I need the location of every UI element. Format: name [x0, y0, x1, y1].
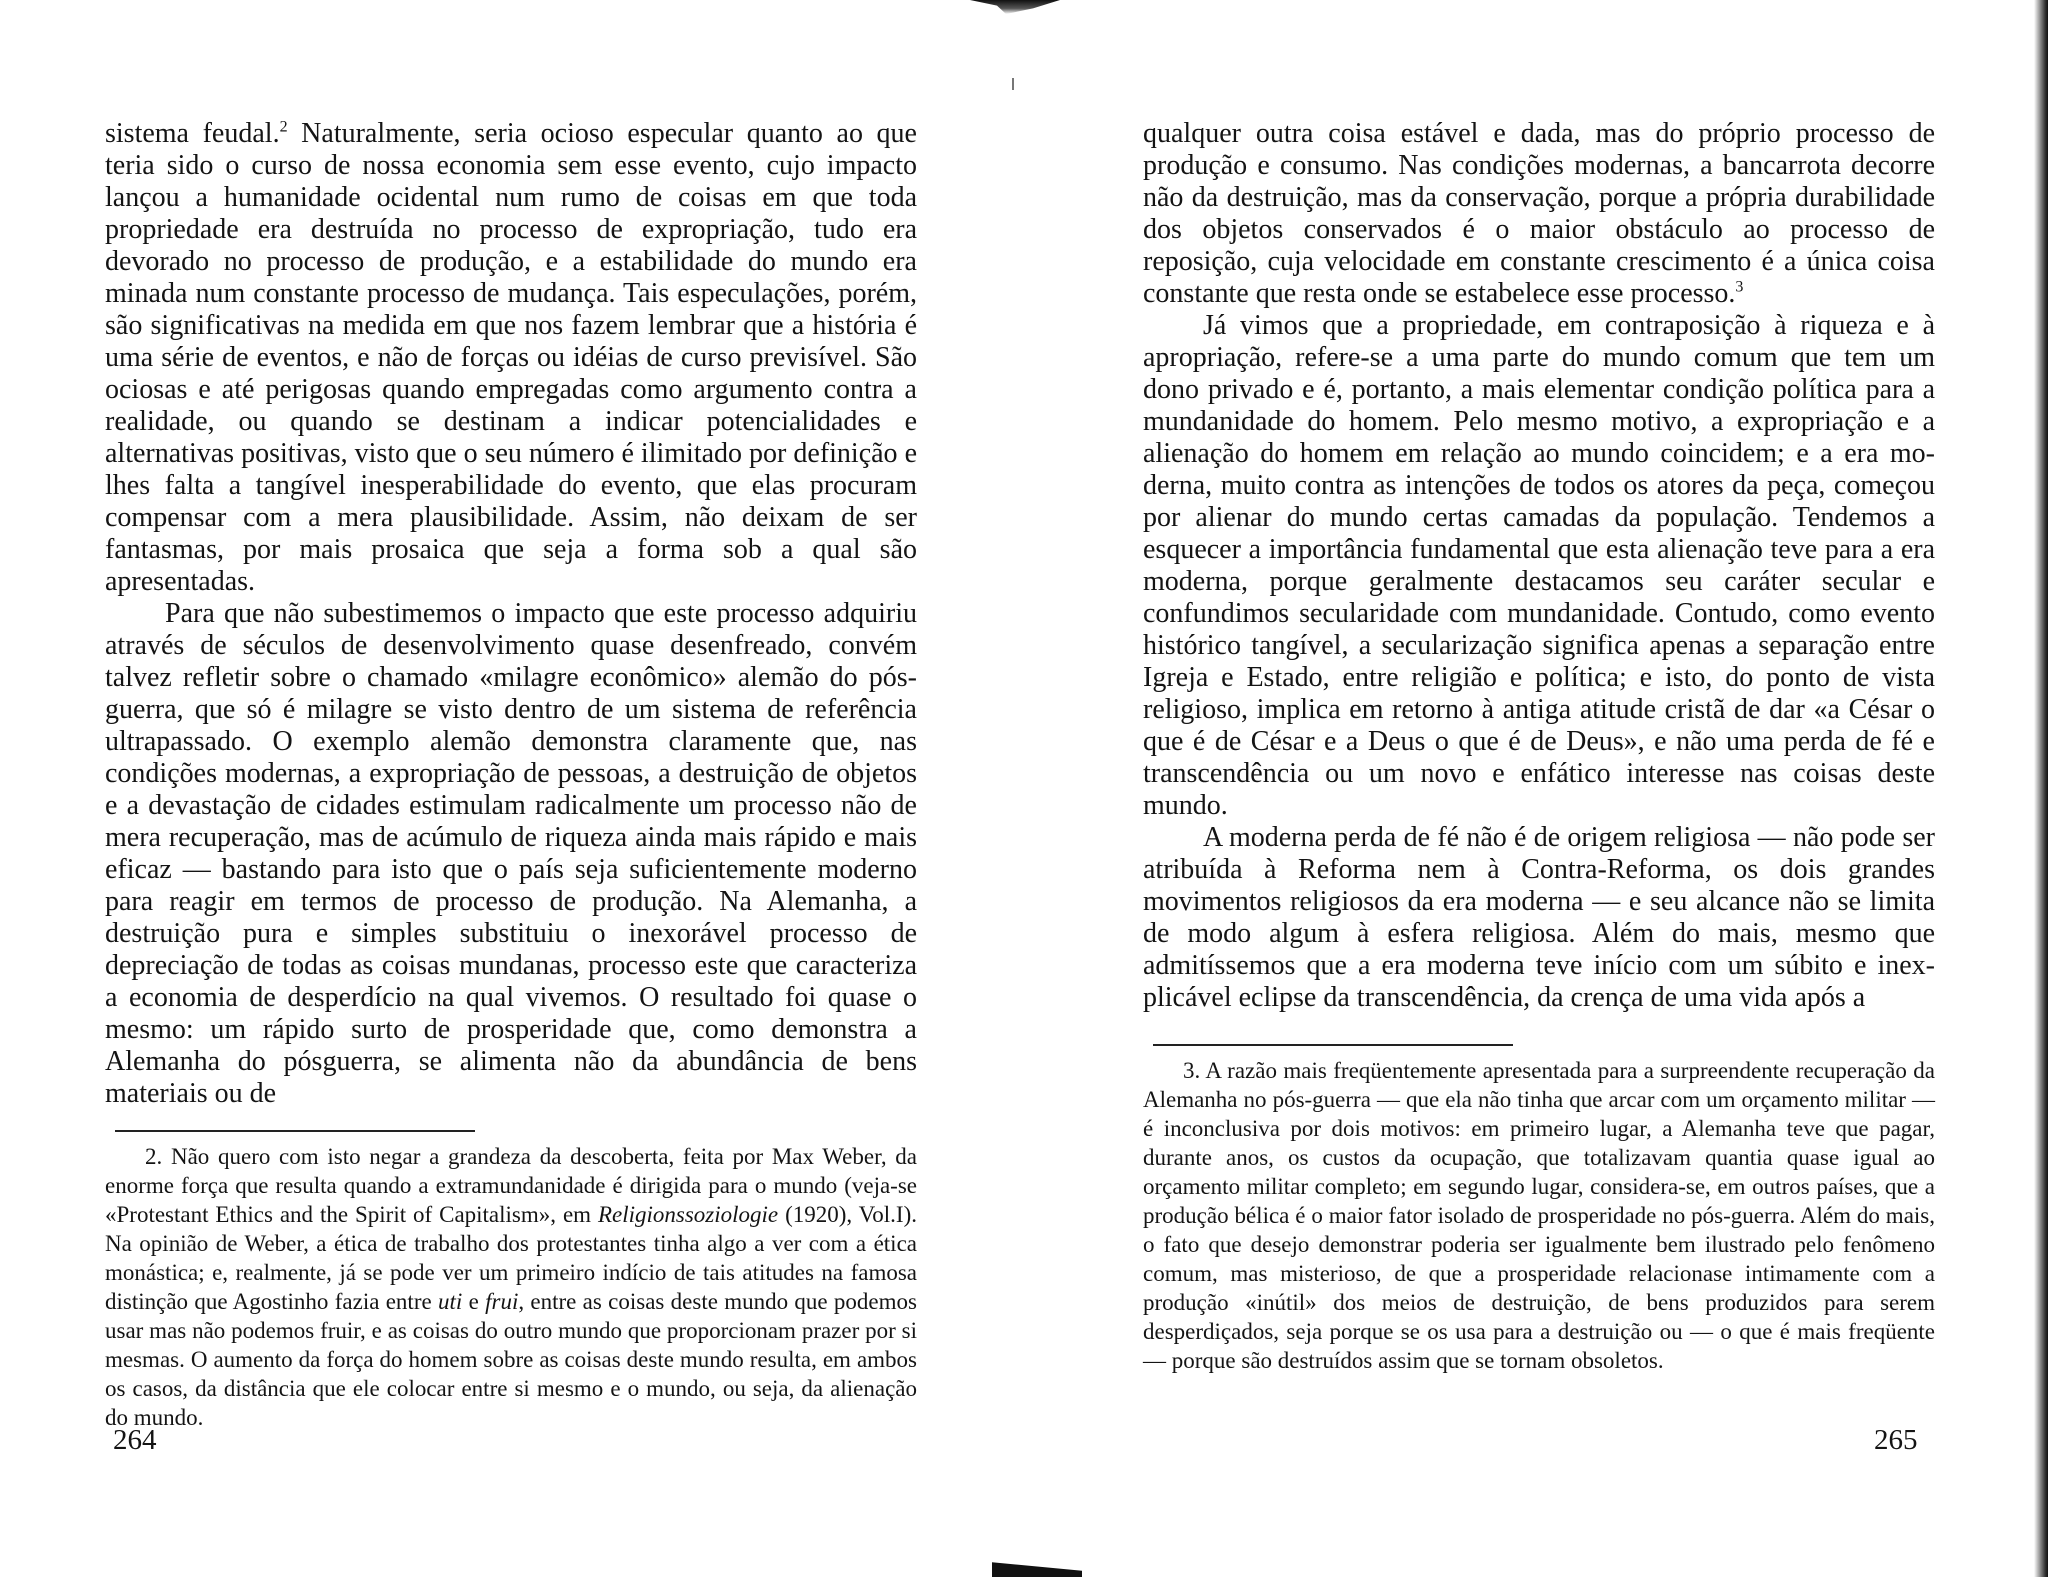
right-paragraph-1: qualquer outra coisa estável e dada, mas do próprio processo de produção e consumo. Nas condições modernas, a bancarrota decorre não da destruição, mas da conservação, porque a própria durabilidade dos objetos conservados é o maior obstáculo ao processo de reposição, cuja velocidade em constante crescimento é a única coisa constante que resta onde se estabelece esse processo.$^3$ [1143, 118, 1935, 309]
footnote-ref-2: 2 [279, 118, 288, 136]
left-paragraph-1: sistema feudal.$^2$ Naturalmente, seria ocioso especular quanto ao que teria sido o curso de nossa economia sem esse evento, cujo impacto lançou a humanidade ocidental num rumo de coisas em que toda propriedade era destruída no processo de expropriação, tudo era devorado no processo de produção, e a estabilidade do mundo era minada num constante processo de mudança. Tais especulações, porém, são significativas na medida em que nos fazem lembrar que a história é uma série de eventos, e não de forças ou idéias de curso previsível. São ociosas e até perigosas quando empregadas como argumento contra a realidade, ou quando se destinam a indicar potencialidades e alternativas positivas, visto que o seu número é ilimitado por definição e lhes falta a tangível inesperabilidade do evento, que elas procuram compensar com a mera plausibilidade. Assim, não deixam de ser fantasmas, por mais prosaica que seja a forma sob a qual são apresentadas. [105, 118, 917, 597]
left-paragraph-2: Para que não subestimemos o impacto que este processo adquiriu através de séculos de desenvolvimento quase desenfreado, convém talvez refletir sobre o chamado «milagre econômico» alemão do pós-guerra, que só é milagre se visto dentro de um sistema de referência ultrapassado. O exemplo alemão demonstra claramente que, nas condições modernas, a expropriação de pessoas, a destruição de objetos e a devastação de cidades estimulam radicalmente um processo não de mera recuperação, mas de acúmulo de riqueza ainda mais rápido e mais eficaz — bastando para isto que o país seja suficientemente moderno para reagir em termos de processo de produção. Na Alemanha, a destruição pura e simples substituiu o inexorável processo de depreciação de todas as coisas mundanas, processo este que caracteriza a economia de desperdício na qual vivemos. O resultado foi quase o mesmo: um rápido surto de prosperidade que, como demonstra a Alemanha do pósguerra, se alimenta não da abundância de bens materiais ou de [105, 598, 917, 1109]
footnote-2: 2. Não quero com isto negar a grandeza da descoberta, feita por Max Weber, da enorme força que resulta quando a extramundanidade é dirigida para o mundo (veja-se «Protestant Ethics and the Spirit of Capitalism», em Religionssoziologie (1920), Vol.I). Na opinião de Weber, a ética de trabalho dos protestantes tinha algo a ver com a ética monástica; e, realmente, já se pode ver um primeiro indício de tais atitudes na famosa distinção que Agostinho fazia entre uti e frui, entre as coisas deste mundo que podemos usar mas não podemos fruir, e as coisas do outro mundo que proporcionam prazer por si mesmas. O aumento da força do homem sobre as coisas deste mundo resulta, em ambos os casos, da distância que ele colocar entre si mesmo e o mundo, ou seja, da alienação do mundo. [105, 1144, 917, 1430]
gutter-shadow-bottom [992, 1556, 1082, 1577]
right-page [1143, 118, 1935, 1375]
footnote-ref-3: 3 [1735, 278, 1744, 296]
gutter-shadow-top [970, 0, 1060, 14]
page-number-right: 265 [1874, 1424, 1918, 1456]
footnote-3: 3. A razão mais freqüentemente apresentada para a surpreendente recuperação da Alemanha no pós-guerra — que ela não tinha que arcar com um orçamento militar — é inconclusiva por dois motivos: em primeiro lugar, a Alemanha teve que pagar, durante anos, os custos da ocupação, que totalizavam quantia quase igual ao orçamento militar completo; em segundo lugar, considera-se, em outros países, que a produção bélica é o maior fator isolado de prosperidade no pós-guerra. Além do mais, o fato que desejo demonstrar poderia ser igualmente bem ilustrado pelo fenômeno comum, mas misterioso, de que a prosperidade relacionase intimamente com a produção «inútil» dos meios de destruição, de bens produzidos para serem desperdiçados, seja porque se os usa para a destruição ou — o que é mais freqüente — porque são destruídos assim que se tornam obsoletos. [1143, 1058, 1935, 1373]
left-page [105, 118, 917, 1432]
page-number-left: 264 [113, 1424, 157, 1456]
gutter-tick [1012, 78, 1014, 90]
right-body-text [1143, 118, 1935, 1014]
right-paragraph-3: A moderna perda de fé não é de origem religiosa — não pode ser atribuída à Reforma nem à Contra-Reforma, os dois grandes movimentos religiosos da era moderna — e seu alcance não se limita de modo algum à esfera religiosa. Além do mais, mesmo que admitíssemos que a era moderna teve início com um súbito e inexplicável eclipse da transcendência, da crença de uma vida após a [1143, 822, 1935, 1013]
left-body-text [105, 118, 917, 1110]
right-paragraph-2: Já vimos que a propriedade, em contraposição à riqueza e à apropriação, refere-se a uma parte do mundo comum que tem um dono privado e é, portanto, a mais elementar condição política para a mundanidade do homem. Pelo mesmo motivo, a expropriação e a alienação do homem em relação ao mundo coincidem; e a era moderna, muito contra as intenções de todos os atores da peça, começou por alienar do mundo certas camadas da população. Tendemos a esquecer a importância fundamental que esta alienação teve para a era moderna, porque geralmente destacamos seu caráter secular e confundimos secularidade com mundanidade. Contudo, como evento histórico tangível, a secularização significa apenas a separação entre Igreja e Estado, entre religião e política; e isto, do ponto de vista religioso, implica em retorno à antiga atitude cristã de dar «a César o que é de César e a Deus o que é de Deus», e não uma perda de fé e transcendência ou um novo e enfático interesse nas coisas deste mundo. [1143, 310, 1935, 821]
footnote-rule [1153, 1044, 1513, 1046]
page-edge-shadow [2034, 0, 2048, 1577]
footnote-rule [115, 1130, 475, 1132]
